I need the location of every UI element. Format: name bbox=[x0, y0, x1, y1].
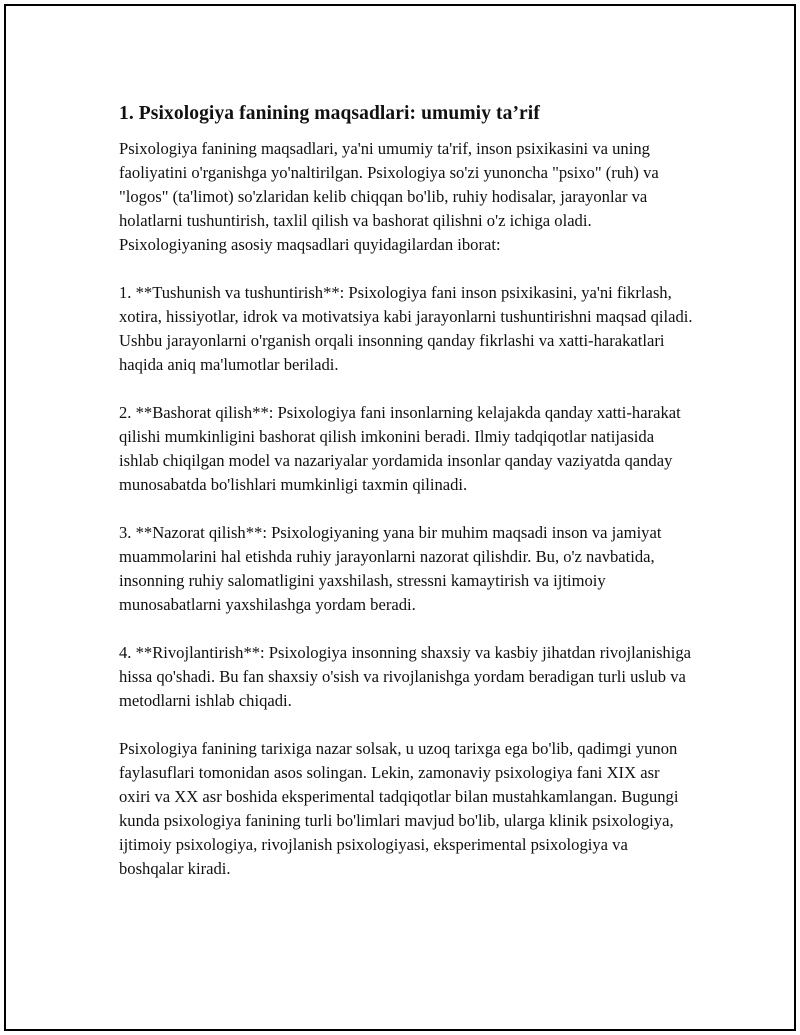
document-body bbox=[119, 90, 695, 881]
goal-control-paragraph: 3. **Nazorat qilish**: Psixologiyaning yana bir muhim maqsadi inson va jamiyat muammolarini hal etishda ruhiy jarayonlarni nazorat qilishdir. Bu, o'z navbatida, insonning ruhiy salomatligini yaxshilash, stressni kamaytirish va ijtimoiy munosabatlarni yaxshilashga yordam beradi. bbox=[119, 523, 662, 614]
goal-development-paragraph: 4. **Rivojlantirish**: Psixologiya insonning shaxsiy va kasbiy jihatdan rivojlanishiga hissa qo'shadi. Bu fan shaxsiy o'sish va rivojlanishga yordam beradigan turli uslub va metodlarni ishlab chiqadi. bbox=[119, 643, 691, 710]
intro-paragraph: Psixologiya fanining maqsadlari, ya'ni umumiy ta'rif, inson psixikasini va uning faoliyatini o'rganishga yo'naltirilgan. Psixologiya so'zi yunoncha "psixo" (ruh) va "logos" (ta'limot) so'zlaridan kelib chiqqan bo'lib, ruhiy hodisalar, jarayonlar va holatlarni tushuntirish, taxlil qilish va bashorat qilishni o'z ichiga oladi. Psixologiyaning asosiy maqsadlari quyidagilardan iborat: bbox=[119, 139, 659, 254]
goal-understanding-paragraph: 1. **Tushunish va tushuntirish**: Psixologiya fani inson psixikasini, ya'ni fikrlash, xotira, hissiyotlar, idrok va motivatsiya kabi jarayonlarni tushuntirishni maqsad qiladi. Ushbu jarayonlarni o'rganish orqali insonning qanday fikrlashi va xatti-harakatlari haqida aniq ma'lumotlar beriladi. bbox=[119, 283, 693, 374]
history-paragraph: Psixologiya fanining tarixiga nazar solsak, u uzoq tarixga ega bo'lib, qadimgi yunon faylasuflari tomonidan asos solingan. Lekin, zamonaviy psixologiya fani XIX asr oxiri va XX asr boshida eksperimental tadqiqotlar bilan mustahkamlangan. Bugungi kunda psixologiya fanining turli bo'limlari mavjud bo'lib, ularga klinik psixologiya, ijtimoiy psixologiya, rivojlanish psixologiyasi, eksperimental psixologiya va boshqalar kiradi. bbox=[119, 739, 679, 878]
page-frame bbox=[4, 4, 796, 1031]
goal-prediction-paragraph: 2. **Bashorat qilish**: Psixologiya fani insonlarning kelajakda qanday xatti-harakat qilishi mumkinligini bashorat qilish imkonini beradi. Ilmiy tadqiqotlar natijasida ishlab chiqilgan model va nazariyalar yordamida insonlar qanday vaziyatda qanday munosabatda bo'lishlari mumkinligi taxmin qilinadi. bbox=[119, 403, 681, 494]
document-title: 1. Psixologiya fanining maqsadlari: umumiy ta’rif bbox=[119, 103, 540, 124]
